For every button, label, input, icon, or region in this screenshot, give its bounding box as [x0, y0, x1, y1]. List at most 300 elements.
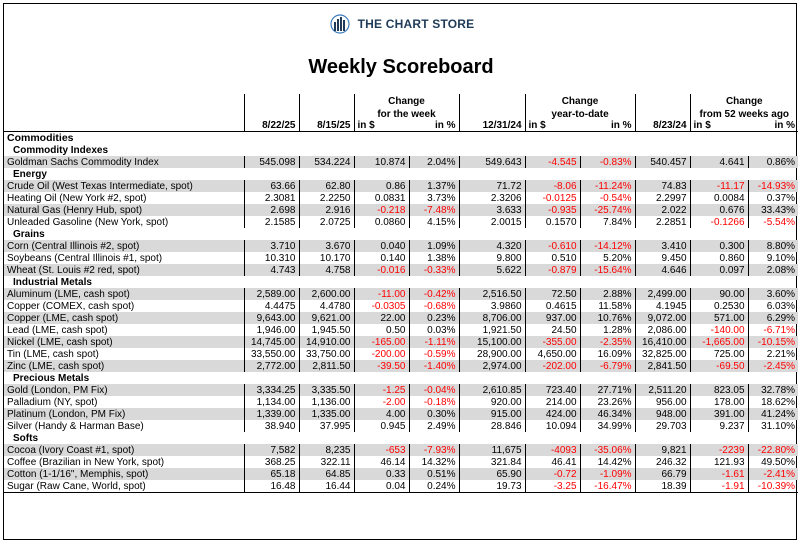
price-year-end: 28.846	[459, 420, 525, 432]
ytd-change-percent: -1.09%	[580, 468, 635, 480]
yoy-change-dollars: -2239	[690, 444, 748, 456]
yoy-change-dollars: -1.91	[690, 480, 748, 493]
price-year-end: 2.3206	[459, 192, 525, 204]
group-title: Commodity Indexes	[13, 144, 109, 156]
header-label-spacer	[4, 94, 244, 107]
table-row	[4, 252, 798, 264]
commodity-name: Gold (London, PM Fix)	[4, 384, 244, 396]
yoy-change-percent: 31.10%	[748, 420, 798, 432]
week-change-percent: -0.18%	[409, 396, 459, 408]
table-body	[4, 132, 798, 493]
week-change-percent: -7.48%	[409, 204, 459, 216]
commodity-name: Lead (LME, cash spot)	[7, 324, 108, 336]
yoy-change-dollars: 121.93	[690, 456, 748, 468]
price-current: 3.710	[244, 240, 299, 252]
table-row	[4, 408, 798, 420]
week-change-dollars: 4.00	[354, 408, 409, 420]
price-year-end: 1,921.50	[459, 324, 525, 336]
ytd-change-dollars: 10.094	[525, 420, 580, 432]
commodity-name: Coffee (Brazilian in New York, spot)	[7, 456, 165, 468]
week-change-percent: -0.04%	[409, 384, 459, 396]
ytd-change-dollars: -4093	[525, 444, 580, 456]
yoy-change-dollars: 178.00	[690, 396, 748, 408]
yoy-change-percent: -2.41%	[748, 468, 798, 480]
ytd-change-dollars: -8.06	[525, 180, 580, 192]
commodity-name: Copper (COMEX, cash spot)	[7, 300, 135, 312]
ytd-change-dollars: 24.50	[525, 324, 580, 336]
price-year-end: 3.633	[459, 204, 525, 216]
header-label-spacer	[4, 120, 244, 132]
week-change-percent: 0.23%	[409, 312, 459, 324]
price-year-ago: 540.457	[635, 156, 690, 168]
week-change-percent: -0.68%	[409, 300, 459, 312]
commodity-name: Nickel (LME, cash spot)	[4, 336, 244, 348]
week-change-dollars: 0.86	[354, 180, 409, 192]
yoy-change-dollars: -140.00	[690, 324, 748, 336]
price-prior: 1,335.00	[299, 408, 354, 420]
ytd-change-percent: -25.74%	[580, 204, 635, 216]
price-prior: 64.85	[299, 468, 354, 480]
group-row	[4, 432, 798, 444]
price-prior: 62.80	[299, 180, 354, 192]
ytd-change-percent: -0.83%	[580, 156, 635, 168]
commodity-name: Corn (Central Illinois #2, spot)	[4, 240, 244, 252]
header-date: 8/22/25	[244, 120, 299, 132]
commodity-name: Copper (LME, cash spot)	[4, 312, 244, 324]
yoy-change-dollars: 0.676	[690, 204, 748, 216]
week-change-dollars: 0.50	[354, 324, 409, 336]
group-title: Energy	[13, 168, 47, 180]
brand-name: THE CHART STORE	[357, 17, 475, 31]
yoy-change-dollars: -11.17	[690, 180, 748, 192]
header-spacer	[244, 94, 299, 107]
price-current: 16.48	[244, 480, 299, 493]
page-title: Weekly Scoreboard	[308, 56, 494, 78]
ytd-change-percent: 10.76%	[580, 312, 635, 324]
price-year-ago: 948.00	[635, 408, 690, 420]
week-change-percent: 3.73%	[409, 192, 459, 204]
price-year-ago: 29.703	[635, 420, 690, 432]
yoy-change-percent: -10.39%	[748, 480, 798, 493]
yoy-change-dollars: 823.05	[690, 384, 748, 396]
ytd-change-dollars: -4.545	[525, 156, 580, 168]
price-current: 10.310	[244, 252, 299, 264]
commodity-name: Cocoa (Ivory Coast #1, spot)	[4, 444, 244, 456]
price-year-ago: 2,499.00	[635, 288, 690, 300]
price-year-ago: 9,072.00	[635, 312, 690, 324]
price-year-ago: 956.00	[635, 396, 690, 408]
ytd-change-dollars: -0.610	[525, 240, 580, 252]
price-year-end: 321.84	[459, 456, 525, 468]
commodity-name: Wheat (St. Louis #2 red, spot)	[4, 264, 244, 276]
week-change-percent: -1.40%	[409, 360, 459, 372]
group-row	[4, 276, 798, 288]
header-spacer	[635, 94, 690, 107]
price-year-end: 549.643	[459, 156, 525, 168]
yoy-change-percent: 18.62%	[748, 396, 798, 408]
yoy-change-dollars: 0.300	[690, 240, 748, 252]
yoy-change-dollars: 0.860	[690, 252, 748, 264]
yoy-change-percent: 33.43%	[748, 204, 798, 216]
price-prior: 1,945.50	[299, 324, 354, 336]
week-change-dollars: -39.50	[354, 360, 409, 372]
ytd-change-dollars: 46.41	[525, 456, 580, 468]
yoy-change-percent: 6.03%	[748, 300, 798, 312]
price-current: 2.1585	[244, 216, 299, 228]
price-year-ago: 2.2851	[635, 216, 690, 228]
bar-chart-globe-icon	[328, 14, 352, 34]
commodity-name: Heating Oil (New York #2, spot)	[7, 192, 147, 204]
commodity-name: Silver (Handy & Harman Base)	[7, 420, 144, 432]
price-prior: 2.916	[299, 204, 354, 216]
week-change-dollars: 46.14	[354, 456, 409, 468]
header-in-dollars: in $	[354, 120, 409, 132]
price-prior: 2,600.00	[299, 288, 354, 300]
table-header	[4, 94, 798, 132]
ytd-change-dollars: -0.879	[525, 264, 580, 276]
ytd-change-percent: 1.28%	[580, 324, 635, 336]
price-prior: 2,811.50	[299, 360, 354, 372]
price-current: 4.4475	[244, 300, 299, 312]
scoreboard-frame	[3, 3, 797, 540]
price-year-end: 915.00	[459, 408, 525, 420]
week-change-dollars: -200.00	[354, 348, 409, 360]
ytd-change-percent: 34.99%	[580, 420, 635, 432]
week-change-dollars: -2.00	[354, 396, 409, 408]
price-year-ago: 4.1945	[635, 300, 690, 312]
header-spacer	[299, 107, 354, 120]
price-year-end: 71.72	[459, 180, 525, 192]
price-year-ago: 2,086.00	[635, 324, 690, 336]
price-year-end: 9.800	[459, 252, 525, 264]
price-year-end: 19.73	[459, 480, 525, 493]
header-label-spacer	[4, 107, 244, 120]
price-current: 33,550.00	[244, 348, 299, 360]
price-year-end: 3.9860	[459, 300, 525, 312]
header-in-percent: in %	[748, 120, 798, 132]
week-change-dollars: 0.0831	[354, 192, 409, 204]
group-row	[4, 144, 798, 156]
price-current: 1,339.00	[244, 408, 299, 420]
yoy-change-percent: 3.60%	[748, 288, 798, 300]
price-prior: 8,235	[299, 444, 354, 456]
brand-header	[4, 12, 798, 36]
group-row	[4, 168, 798, 180]
yoy-change-dollars: 90.00	[690, 288, 748, 300]
group-title: Precious Metals	[13, 372, 90, 384]
table-row	[4, 180, 798, 192]
price-year-end: 11,675	[459, 444, 525, 456]
table-row	[4, 468, 798, 480]
price-current: 368.25	[244, 456, 299, 468]
week-change-percent: -0.59%	[409, 348, 459, 360]
week-change-dollars: -0.218	[354, 204, 409, 216]
yoy-change-dollars: -69.50	[690, 360, 748, 372]
ytd-change-percent: 46.34%	[580, 408, 635, 420]
week-change-percent: -7.93%	[409, 444, 459, 456]
price-current: 2,772.00	[244, 360, 299, 372]
price-year-end: 2,516.50	[459, 288, 525, 300]
header-in-percent: in %	[580, 120, 635, 132]
ytd-change-percent: 14.42%	[580, 456, 635, 468]
header-spacer	[244, 107, 299, 120]
week-change-percent: 2.04%	[409, 156, 459, 168]
ytd-change-percent: 5.20%	[580, 252, 635, 264]
yoy-change-percent: 41.24%	[748, 408, 798, 420]
price-prior: 14,910.00	[299, 336, 354, 348]
yoy-change-percent: 2.08%	[748, 264, 798, 276]
price-current: 38.940	[244, 420, 299, 432]
price-prior: 2.0725	[299, 216, 354, 228]
yoy-change-percent: -5.54%	[748, 216, 798, 228]
week-change-percent: -0.33%	[409, 264, 459, 276]
header-in-dollars: in $	[690, 120, 748, 132]
yoy-change-dollars: 0.2530	[690, 300, 748, 312]
ytd-change-percent: -0.54%	[580, 192, 635, 204]
commodity-name: Natural Gas (Henry Hub, spot)	[4, 204, 244, 216]
ytd-change-dollars: 214.00	[525, 396, 580, 408]
price-year-end: 2.0015	[459, 216, 525, 228]
price-current: 63.66	[244, 180, 299, 192]
price-current: 3,334.25	[244, 384, 299, 396]
price-prior: 9,621.00	[299, 312, 354, 324]
price-prior: 16.44	[299, 480, 354, 493]
header-change-week: Change	[354, 94, 459, 107]
ytd-change-percent: -2.35%	[580, 336, 635, 348]
ytd-change-dollars: 4,650.00	[525, 348, 580, 360]
commodity-name: Zinc (LME, cash spot)	[4, 360, 244, 372]
ytd-change-dollars: -3.25	[525, 480, 580, 493]
yoy-change-percent: 2.21%	[748, 348, 798, 360]
ytd-change-percent: 27.71%	[580, 384, 635, 396]
price-year-end: 2,974.00	[459, 360, 525, 372]
ytd-change-dollars: -0.935	[525, 204, 580, 216]
week-change-dollars: 22.00	[354, 312, 409, 324]
yoy-change-percent: -2.45%	[748, 360, 798, 372]
week-change-percent: 0.30%	[409, 408, 459, 420]
ytd-change-dollars: 0.4615	[525, 300, 580, 312]
week-change-dollars: 0.0860	[354, 216, 409, 228]
ytd-change-dollars: -0.0125	[525, 192, 580, 204]
yoy-change-dollars: -1.61	[690, 468, 748, 480]
week-change-percent: -1.11%	[409, 336, 459, 348]
scoreboard-table	[4, 94, 798, 493]
week-change-dollars: 0.040	[354, 240, 409, 252]
yoy-change-percent: 8.80%	[748, 240, 798, 252]
table-row	[4, 420, 798, 432]
ytd-change-dollars: -355.00	[525, 336, 580, 348]
ytd-change-dollars: 72.50	[525, 288, 580, 300]
yoy-change-percent: -6.71%	[748, 324, 798, 336]
yoy-change-percent: 0.37%	[748, 192, 798, 204]
table-row	[4, 396, 798, 408]
week-change-dollars: -0.016	[354, 264, 409, 276]
yoy-change-percent: 32.78%	[748, 384, 798, 396]
ytd-change-percent: 2.88%	[580, 288, 635, 300]
price-current: 7,582	[244, 444, 299, 456]
price-prior: 33,750.00	[299, 348, 354, 360]
price-year-end: 920.00	[459, 396, 525, 408]
ytd-change-percent: -11.24%	[580, 180, 635, 192]
yoy-change-dollars: 9.237	[690, 420, 748, 432]
table-row	[4, 360, 798, 372]
table-row	[4, 384, 798, 396]
header-in-dollars: in $	[525, 120, 580, 132]
yoy-change-dollars: 571.00	[690, 312, 748, 324]
week-change-percent: 1.09%	[409, 240, 459, 252]
commodity-name: Tin (LME, cash spot)	[7, 348, 99, 360]
price-year-end: 65.90	[459, 468, 525, 480]
week-change-dollars: -11.00	[354, 288, 409, 300]
header-change-ytd: Change	[525, 94, 635, 107]
price-prior: 4.4780	[299, 300, 354, 312]
week-change-dollars: -165.00	[354, 336, 409, 348]
yoy-change-dollars: 0.097	[690, 264, 748, 276]
commodity-name: Palladium (NY, spot)	[7, 396, 98, 408]
table-row	[4, 192, 798, 204]
table-row	[4, 444, 798, 456]
table-row	[4, 300, 798, 312]
price-year-ago: 2.022	[635, 204, 690, 216]
commodity-name: Unleaded Gasoline (New York, spot)	[7, 216, 169, 228]
yoy-change-dollars: 725.00	[690, 348, 748, 360]
header-date: 8/15/25	[299, 120, 354, 132]
ytd-change-percent: 7.84%	[580, 216, 635, 228]
header-date: 8/23/24	[635, 120, 690, 132]
group-row	[4, 372, 798, 384]
price-prior: 3.670	[299, 240, 354, 252]
ytd-change-dollars: 0.1570	[525, 216, 580, 228]
ytd-change-dollars: 0.510	[525, 252, 580, 264]
ytd-change-percent: -14.12%	[580, 240, 635, 252]
week-change-dollars: 0.945	[354, 420, 409, 432]
table-row	[4, 240, 798, 252]
commodity-name: Soybeans (Central Illinois #1, spot)	[7, 252, 163, 264]
table-row	[4, 156, 798, 168]
week-change-percent: 0.51%	[409, 468, 459, 480]
yoy-change-percent: 6.29%	[748, 312, 798, 324]
price-year-ago: 2.2997	[635, 192, 690, 204]
price-year-ago: 2,511.20	[635, 384, 690, 396]
yoy-change-dollars: 391.00	[690, 408, 748, 420]
table-row	[4, 204, 798, 216]
section-row	[4, 132, 798, 145]
price-current: 1,134.00	[244, 396, 299, 408]
header-change-ytd-sub: year-to-date	[525, 107, 635, 120]
yoy-change-percent: 49.50%	[748, 456, 798, 468]
yoy-change-dollars: -0.1266	[690, 216, 748, 228]
price-prior: 4.758	[299, 264, 354, 276]
price-year-ago: 18.39	[635, 480, 690, 493]
price-prior: 37.995	[299, 420, 354, 432]
week-change-dollars: -653	[354, 444, 409, 456]
price-year-ago: 2,841.50	[635, 360, 690, 372]
table-row	[4, 348, 798, 360]
header-spacer	[635, 107, 690, 120]
price-year-ago: 9.450	[635, 252, 690, 264]
ytd-change-percent: -16.47%	[580, 480, 635, 493]
table-row	[4, 324, 798, 336]
price-prior: 322.11	[299, 456, 354, 468]
price-year-ago: 74.83	[635, 180, 690, 192]
header-date: 12/31/24	[459, 120, 525, 132]
price-year-ago: 4.646	[635, 264, 690, 276]
ytd-change-dollars: -0.72	[525, 468, 580, 480]
ytd-change-percent: 11.58%	[580, 300, 635, 312]
price-current: 2,589.00	[244, 288, 299, 300]
week-change-percent: 14.32%	[409, 456, 459, 468]
commodity-name: Cotton (1-1/16", Memphis, spot)	[4, 468, 244, 480]
ytd-change-dollars: 937.00	[525, 312, 580, 324]
week-change-dollars: 0.140	[354, 252, 409, 264]
price-prior: 3,335.50	[299, 384, 354, 396]
week-change-percent: 1.37%	[409, 180, 459, 192]
commodity-name: Sugar (Raw Cane, World, spot)	[4, 480, 244, 493]
group-title: Industrial Metals	[13, 276, 92, 288]
group-row	[4, 228, 798, 240]
commodity-name: Crude Oil (West Texas Intermediate, spot)	[4, 180, 244, 192]
commodity-name: Aluminum (LME, cash spot)	[4, 288, 244, 300]
week-change-dollars: -0.0305	[354, 300, 409, 312]
week-change-dollars: 0.33	[354, 468, 409, 480]
yoy-change-dollars: 0.0084	[690, 192, 748, 204]
yoy-change-percent: 0.86%	[748, 156, 798, 168]
table-row	[4, 456, 798, 468]
header-change-week-sub: for the week	[354, 107, 459, 120]
price-current: 4.743	[244, 264, 299, 276]
week-change-percent: 4.15%	[409, 216, 459, 228]
header-spacer	[459, 107, 525, 120]
week-change-dollars: 0.04	[354, 480, 409, 493]
price-year-end: 2,610.85	[459, 384, 525, 396]
price-year-ago: 32,825.00	[635, 348, 690, 360]
price-prior: 1,136.00	[299, 396, 354, 408]
yoy-change-dollars: 4.641	[690, 156, 748, 168]
ytd-change-percent: 16.09%	[580, 348, 635, 360]
header-spacer	[459, 94, 525, 107]
commodity-name: Platinum (London, PM Fix)	[4, 408, 244, 420]
ytd-change-percent: -35.06%	[580, 444, 635, 456]
price-year-ago: 66.79	[635, 468, 690, 480]
yoy-change-percent: -10.15%	[748, 336, 798, 348]
commodity-name: Goldman Sachs Commodity Index	[4, 156, 244, 168]
price-year-end: 15,100.00	[459, 336, 525, 348]
price-year-end: 4.320	[459, 240, 525, 252]
price-prior: 2.2250	[299, 192, 354, 204]
group-title: Softs	[13, 432, 38, 444]
ytd-change-percent: 23.26%	[580, 396, 635, 408]
header-change-52: Change	[690, 94, 798, 107]
ytd-change-dollars: 424.00	[525, 408, 580, 420]
price-current: 9,643.00	[244, 312, 299, 324]
week-change-percent: 0.24%	[409, 480, 459, 493]
ytd-change-percent: -15.64%	[580, 264, 635, 276]
price-current: 14,745.00	[244, 336, 299, 348]
yoy-change-percent: -14.93%	[748, 180, 798, 192]
price-current: 65.18	[244, 468, 299, 480]
price-year-ago: 16,410.00	[635, 336, 690, 348]
price-year-ago: 9,821	[635, 444, 690, 456]
yoy-change-percent: 9.10%	[748, 252, 798, 264]
header-spacer	[299, 94, 354, 107]
week-change-percent: -0.42%	[409, 288, 459, 300]
yoy-change-percent: -22.80%	[748, 444, 798, 456]
price-prior: 10.170	[299, 252, 354, 264]
header-change-52-sub: from 52 weeks ago	[690, 107, 798, 120]
header-in-percent: in %	[409, 120, 459, 132]
table-row	[4, 264, 798, 276]
price-year-end: 28,900.00	[459, 348, 525, 360]
